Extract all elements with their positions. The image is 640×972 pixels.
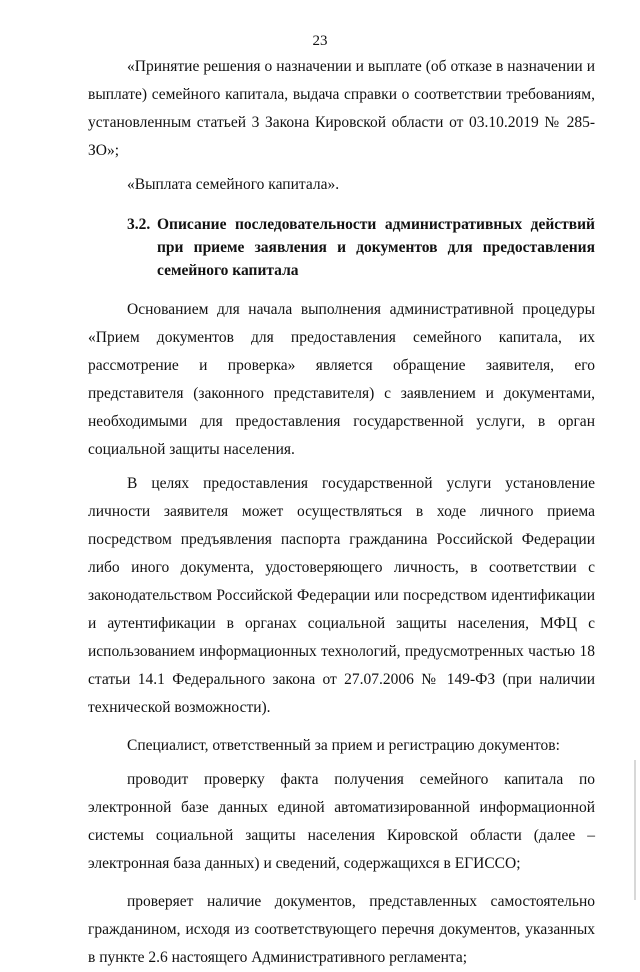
paragraph-decision: «Принятие решения о назначении и выплате (об отказе в назначении и выплате) семейного капитала, выдача справки о соответствии требованиям, установленным статьей 3 Закона Кировской области от 03.10.2019 № 285-ЗО»; — [88, 58, 595, 159]
paragraph-basis: Основанием для начала выполнения административной процедуры «Прием документов для предоставления семейного капитала, их рассмотрение и проверка» является обращение заявителя, его представителя (законного представителя) с заявлением и документами, необходимыми для предоставления государственной услуги, в орган социальной защиты населения. — [88, 301, 595, 458]
section-heading — [88, 213, 595, 282]
paragraph-identification: В целях предоставления государственной услуги установление личности заявителя может осуществляться в ходе личного приема посредством предъявления паспорта гражданина Российской Федерации либо иного документа, удостоверяющего личность, в соответствии с законодательством Российской Федерации или посредством идентификации и аутентификации в органах социальной защиты населения, МФЦ с использованием информационных технологий, предусмотренных частью 18 статьи 14.1 Федерального закона от 27.07.2006 № 149-ФЗ (при наличии технической возможности). — [88, 475, 595, 716]
paragraph-specialist: Специалист, ответственный за прием и регистрацию документов: — [127, 737, 560, 754]
paragraph-check-capital: проводит проверку факта получения семейного капитала по электронной базе данных единой автоматизированной информационной системы социальной защиты населения Кировской области (далее – электронная база данных) и сведений, содержащихся в ЕГИССО; — [88, 771, 595, 872]
paragraph-payment: «Выплата семейного капитала». — [127, 176, 340, 193]
document-body — [88, 53, 595, 972]
scan-edge-mark — [634, 760, 636, 900]
page-number: 23 — [312, 33, 328, 49]
section-number: 3.2. — [127, 216, 151, 233]
paragraph-check-documents: проверяет наличие документов, представленных самостоятельно гражданином, исходя из соответствующего перечня документов, указанных в пункте 2.6 настоящего Административного регламента; — [88, 893, 595, 966]
section-title: Описание последовательности административных действий при приеме заявления и документов для предоставления семейного капитала — [157, 216, 595, 279]
